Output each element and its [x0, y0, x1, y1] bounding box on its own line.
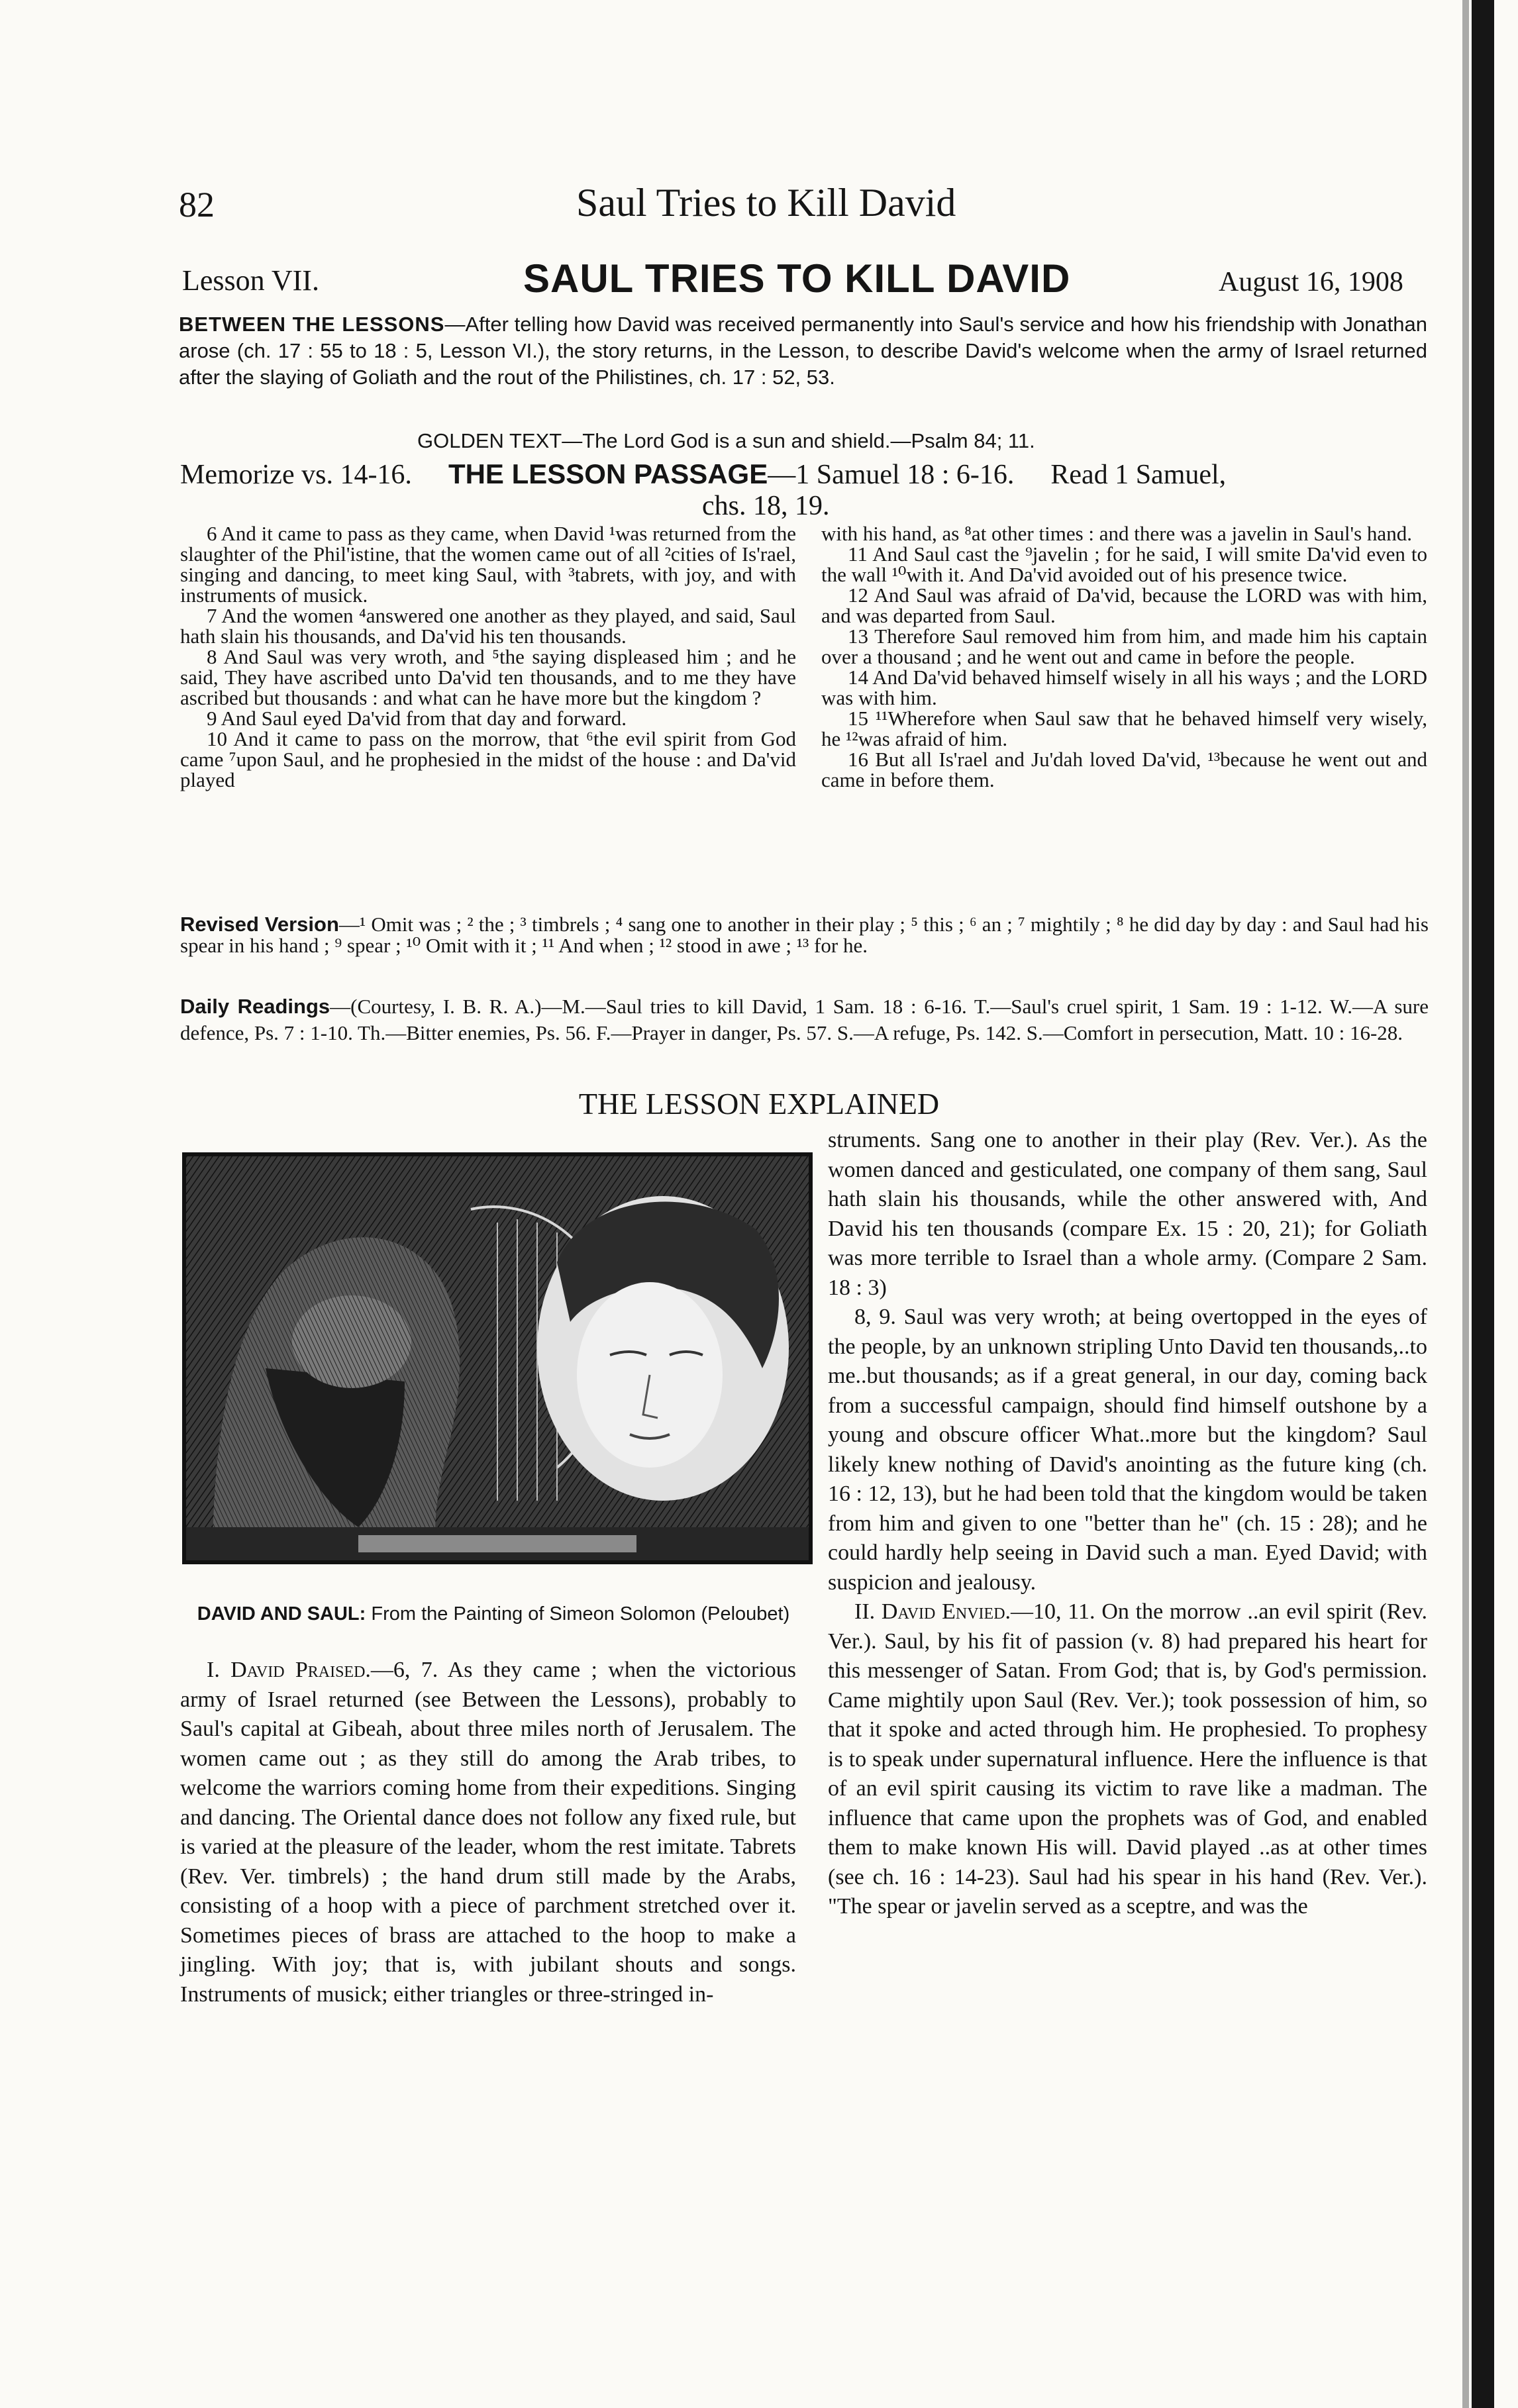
verse: 7 And the women ⁴answered one another as they played, and said, Saul hath slain his thousands, and Da'vid his ten thousands.: [180, 604, 796, 648]
explanation-text: On the morrow ..an evil spirit (Rev. Ver.). Saul, by his fit of passion (v. 8) had prepared his heart for this messenger of Satan. From God; that is, by God's permission. Came mightily upon Saul (Rev. Ver.); took possession of him, so that it spoke and acted through him. He prophesied. To prophesy is to speak under supernatural influence. Here the influence is that of an evil spirit causing its victim to rave like a madman. The influence that came upon the prophets was of God, and enabled them to make known His will. David played ..as at other times (see ch. 16 : 14-23). Saul had his spear in his hand (Rev. Ver.). "The spear or javelin served as a sceptre, and was the: [828, 1599, 1427, 1919]
verses-right-column: [821, 523, 1427, 790]
between-label: BETWEEN THE LESSONS: [179, 313, 445, 336]
verse: 15 ¹¹Wherefore when Saul saw that he behaved himself very wisely, he ¹²was afraid of him.: [821, 707, 1427, 750]
verse: with his hand, as ⁸at other times : and there was a javelin in Saul's hand.: [821, 522, 1412, 545]
between-the-lessons: [179, 311, 1427, 391]
caption-bold: DAVID AND SAUL:: [197, 1603, 366, 1625]
verse: 11 And Saul cast the ⁹javelin ; for he said, I will smite Da'vid even to the wall ¹⁰with it. And Da'vid avoided out of his presence twice.: [821, 542, 1427, 586]
passage-reference: —1 Samuel 18 : 6-16.: [768, 460, 1015, 490]
verses-left-column: [180, 523, 796, 790]
verse: 16 But all Is'rael and Ju'dah loved Da'vid, ¹³because he went out and came in before them.: [821, 748, 1427, 791]
lesson-explained-heading: THE LESSON EXPLAINED: [578, 1087, 940, 1121]
verse: 14 And Da'vid behaved himself wisely in all his ways ; and the LORD was with him.: [821, 666, 1427, 709]
passage-heading: THE LESSON PASSAGE: [448, 458, 768, 489]
scan-edge-bar: [1472, 0, 1494, 2408]
golden-text: GOLDEN TEXT—The Lord God is a sun and shield.—Psalm 84; 11.: [417, 429, 1035, 452]
revised-label: Revised Version: [180, 913, 339, 936]
chapters-note: chs. 18, 19.: [702, 491, 830, 521]
daily-label: Daily Readings: [180, 995, 330, 1018]
lesson-title: SAUL TRIES TO KILL DAVID: [523, 256, 1071, 301]
verse: 6 And it came to pass as they came, when David ¹was returned from the slaughter of the Phil'istine, that the women came out of all ²cities of Is'rael, singing and dancing, to meet king Saul, with ³tabrets, with joy, and with instruments of musick.: [180, 522, 796, 607]
between-text: —After telling how David was received permanently into Saul's service and how his friendship with Jonathan arose (ch. 17 : 55 to 18 : 5, Lesson VI.), the story returns, in the Lesson, to describe David's welcome when the army of Israel returned after the slaying of Goliath and the rout of the Philistines, ch. 17 : 52, 53.: [179, 313, 1427, 389]
revised-text: —¹ Omit was ; ² the ; ³ timbrels ; ⁴ sang one to another in their play ; ⁵ this ; ⁶ an ; ⁷ mightily ; ⁸ he did day by day : and Saul had his spear in his hand ; ⁹ spear ; ¹⁰ Omit with it ; ¹¹ And when ; ¹² stood in awe ; ¹³ for he.: [180, 913, 1429, 957]
verse: 13 Therefore Saul removed him from him, and made him his captain over a thousand ; and he went out and came in before the people.: [821, 625, 1427, 668]
section-heading-david-praised: I. David Praised.—6, 7.: [207, 1658, 438, 1682]
explanation-right-column: [828, 1126, 1427, 1922]
lesson-date: August 16, 1908: [1219, 267, 1403, 297]
lesson-explained-title: [0, 1086, 1518, 1121]
memorize-note: Memorize vs. 14-16.: [180, 460, 412, 490]
explanation-paragraph: struments. Sang one to another in their play (Rev. Ver.). As the women danced and gesticulated, one company of them sang, Saul hath slain his thousands, while the other answered with, And David his ten thousands (compare Ex. 15 : 20, 21); for Goliath was more terrible to Israel than a whole army. (Compare 2 Sam. 18 : 3): [828, 1128, 1427, 1300]
explanation-text: As they came ; when the victorious army of Israel returned (see Between the Lessons), probably to Saul's capital at Gibeah, about three miles north of Jerusalem. The women came out ; as they still do among the Arab tribes, to welcome the warriors coming home from their expeditions. Singing and dancing. The Oriental dance does not follow any fixed rule, but is varied at the pleasure of the leader, whom the rest imitate. Tabrets (Rev. Ver. timbrels) ; the hand drum still made by the Arabs, consisting of a hoop with a piece of parchment stretched over it. Sometimes pieces of brass are attached to the hoop to make a jingling. With joy; that is, with jubilant shouts and songs. Instruments of musick; either triangles or three-stringed in-: [180, 1658, 797, 2007]
illustration-caption: [192, 1603, 795, 1625]
verse: 9 And Saul eyed Da'vid from that day and forward.: [207, 707, 627, 730]
daily-readings: [180, 993, 1429, 1046]
read-note: Read 1 Samuel,: [1050, 460, 1227, 490]
caption-text: From the Painting of Simeon Solomon (Peloubet): [371, 1603, 790, 1625]
lesson-number: Lesson VII.: [182, 264, 319, 297]
scan-edge-shadow: [1462, 0, 1469, 2408]
page-number: 82: [179, 185, 215, 225]
running-head: Saul Tries to Kill David: [576, 181, 956, 225]
verse: 10 And it came to pass on the morrow, that ⁶the evil spirit from God came ⁷upon Saul, and he prophesied in the midst of the house : and Da'vid played: [180, 727, 796, 791]
engraving-image: [186, 1156, 809, 1560]
explanation-left-column: [180, 1656, 796, 2009]
daily-text: —(Courtesy, I. B. R. A.)—M.—Saul tries to kill David, 1 Sam. 18 : 6-16. T.—Saul's cruel spirit, 1 Sam. 19 : 1-12. W.—A sure defence, Ps. 7 : 1-10. Th.—Bitter enemies, Ps. 56. F.—Prayer in danger, Ps. 57. S.—A refuge, Ps. 142. S.—Comfort in persecution, Matt. 10 : 16-28.: [180, 995, 1429, 1044]
verse: 12 And Saul was afraid of Da'vid, because the LORD was with him, and was departed from Saul.: [821, 583, 1427, 627]
explanation-paragraph: 8, 9. Saul was very wroth; at being overtopped in the eyes of the people, by an unknown stripling Unto David ten thousands,..to me..but thousands; as if a great general, in our day, coming back from a successful campaign, should find himself outshone by a young and obscure officer What..more but the kingdom? Saul likely knew nothing of David's anointing as the future king (ch. 16 : 12, 13), but he had been told that the kingdom would be taken from him and given to one "better than he" (ch. 15 : 28); and he could hardly help seeing in David such a man. Eyed David; with suspicion and jealousy.: [828, 1305, 1427, 1595]
passage-heading-line: [180, 458, 1425, 491]
verse: 8 And Saul was very wroth, and ⁵the saying displeased him ; and he said, They have ascribed unto Da'vid ten thousands, and to me they have ascribed but thousands : and what can he have more but the kingdom ?: [180, 645, 796, 709]
section-heading-david-envied: II. David Envied.—10, 11.: [854, 1599, 1095, 1624]
revised-version: [180, 914, 1429, 956]
david-and-saul-illustration: [182, 1152, 813, 1564]
